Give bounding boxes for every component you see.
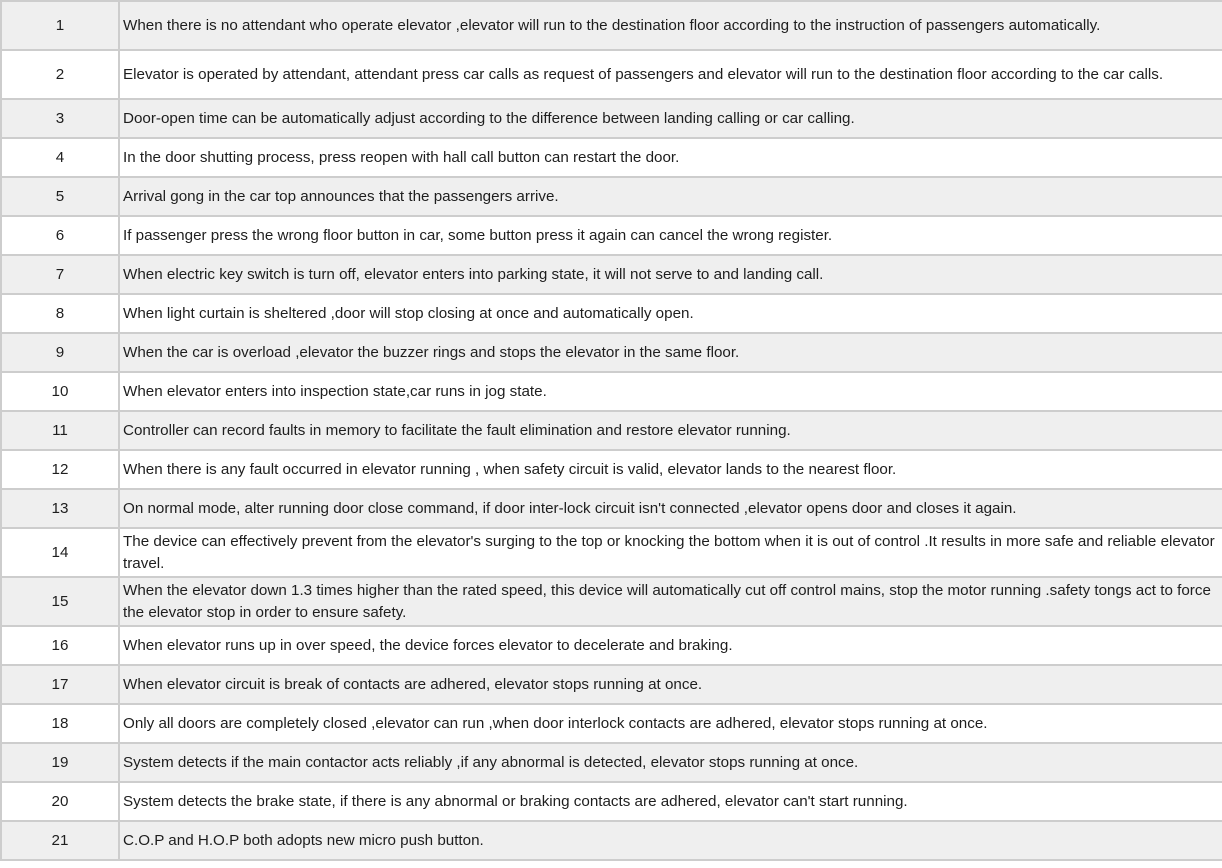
row-number: 17 bbox=[1, 665, 119, 704]
table-row bbox=[1, 821, 1222, 860]
row-number: 13 bbox=[1, 489, 119, 528]
row-description: When the elevator down 1.3 times higher than the rated speed, this device will automatically cut off control mains, stop the motor running .safety tongs act to force the elevator stop in order to ensure safety. bbox=[119, 577, 1222, 626]
row-description: When the car is overload ,elevator the buzzer rings and stops the elevator in the same floor. bbox=[119, 333, 1222, 372]
row-description: When elevator enters into inspection state,car runs in jog state. bbox=[119, 372, 1222, 411]
table-row bbox=[1, 50, 1222, 99]
row-number: 11 bbox=[1, 411, 119, 450]
row-number: 19 bbox=[1, 743, 119, 782]
row-description: When elevator circuit is break of contacts are adhered, elevator stops running at once. bbox=[119, 665, 1222, 704]
row-description: Elevator is operated by attendant, attendant press car calls as request of passengers and elevator will run to the destination floor according to the car calls. bbox=[119, 50, 1222, 99]
row-description: In the door shutting process, press reopen with hall call button can restart the door. bbox=[119, 138, 1222, 177]
row-description: When light curtain is sheltered ,door will stop closing at once and automatically open. bbox=[119, 294, 1222, 333]
table-row bbox=[1, 1, 1222, 50]
row-number: 9 bbox=[1, 333, 119, 372]
row-number: 18 bbox=[1, 704, 119, 743]
row-description: When there is no attendant who operate elevator ,elevator will run to the destination floor according to the instruction of passengers automatically. bbox=[119, 1, 1222, 50]
table-row bbox=[1, 782, 1222, 821]
table-row bbox=[1, 138, 1222, 177]
row-number: 6 bbox=[1, 216, 119, 255]
row-description: When there is any fault occurred in elevator running , when safety circuit is valid, elevator lands to the nearest floor. bbox=[119, 450, 1222, 489]
row-number: 8 bbox=[1, 294, 119, 333]
table-row bbox=[1, 372, 1222, 411]
row-description: Door-open time can be automatically adjust according to the difference between landing calling or car calling. bbox=[119, 99, 1222, 138]
row-description: When electric key switch is turn off, elevator enters into parking state, it will not serve to and landing call. bbox=[119, 255, 1222, 294]
row-description: Arrival gong in the car top announces that the passengers arrive. bbox=[119, 177, 1222, 216]
row-number: 1 bbox=[1, 1, 119, 50]
table-row bbox=[1, 626, 1222, 665]
row-description: C.O.P and H.O.P both adopts new micro push button. bbox=[119, 821, 1222, 860]
table-row bbox=[1, 294, 1222, 333]
table-row bbox=[1, 411, 1222, 450]
row-number: 5 bbox=[1, 177, 119, 216]
features-table-body bbox=[1, 1, 1222, 860]
row-number: 4 bbox=[1, 138, 119, 177]
row-number: 7 bbox=[1, 255, 119, 294]
row-number: 12 bbox=[1, 450, 119, 489]
table-row bbox=[1, 177, 1222, 216]
table-row bbox=[1, 743, 1222, 782]
row-number: 16 bbox=[1, 626, 119, 665]
table-row bbox=[1, 489, 1222, 528]
table-row bbox=[1, 255, 1222, 294]
row-description: Only all doors are completely closed ,elevator can run ,when door interlock contacts are adhered, elevator stops running at once. bbox=[119, 704, 1222, 743]
row-description: Controller can record faults in memory to facilitate the fault elimination and restore elevator running. bbox=[119, 411, 1222, 450]
row-number: 10 bbox=[1, 372, 119, 411]
row-number: 14 bbox=[1, 528, 119, 577]
table-row bbox=[1, 577, 1222, 626]
row-number: 15 bbox=[1, 577, 119, 626]
table-row bbox=[1, 528, 1222, 577]
table-row bbox=[1, 704, 1222, 743]
row-number: 3 bbox=[1, 99, 119, 138]
row-number: 2 bbox=[1, 50, 119, 99]
row-number: 21 bbox=[1, 821, 119, 860]
table-row bbox=[1, 99, 1222, 138]
table-row bbox=[1, 216, 1222, 255]
table-row bbox=[1, 665, 1222, 704]
row-description: The device can effectively prevent from the elevator's surging to the top or knocking the bottom when it is out of control .It results in more safe and reliable elevator travel. bbox=[119, 528, 1222, 577]
table-row bbox=[1, 450, 1222, 489]
row-description: System detects if the main contactor acts reliably ,if any abnormal is detected, elevator stops running at once. bbox=[119, 743, 1222, 782]
row-description: On normal mode, alter running door close command, if door inter-lock circuit isn't connected ,elevator opens door and closes it again. bbox=[119, 489, 1222, 528]
row-description: System detects the brake state, if there is any abnormal or braking contacts are adhered, elevator can't start running. bbox=[119, 782, 1222, 821]
row-description: If passenger press the wrong floor button in car, some button press it again can cancel the wrong register. bbox=[119, 216, 1222, 255]
row-number: 20 bbox=[1, 782, 119, 821]
row-description: When elevator runs up in over speed, the device forces elevator to decelerate and braking. bbox=[119, 626, 1222, 665]
table-row bbox=[1, 333, 1222, 372]
